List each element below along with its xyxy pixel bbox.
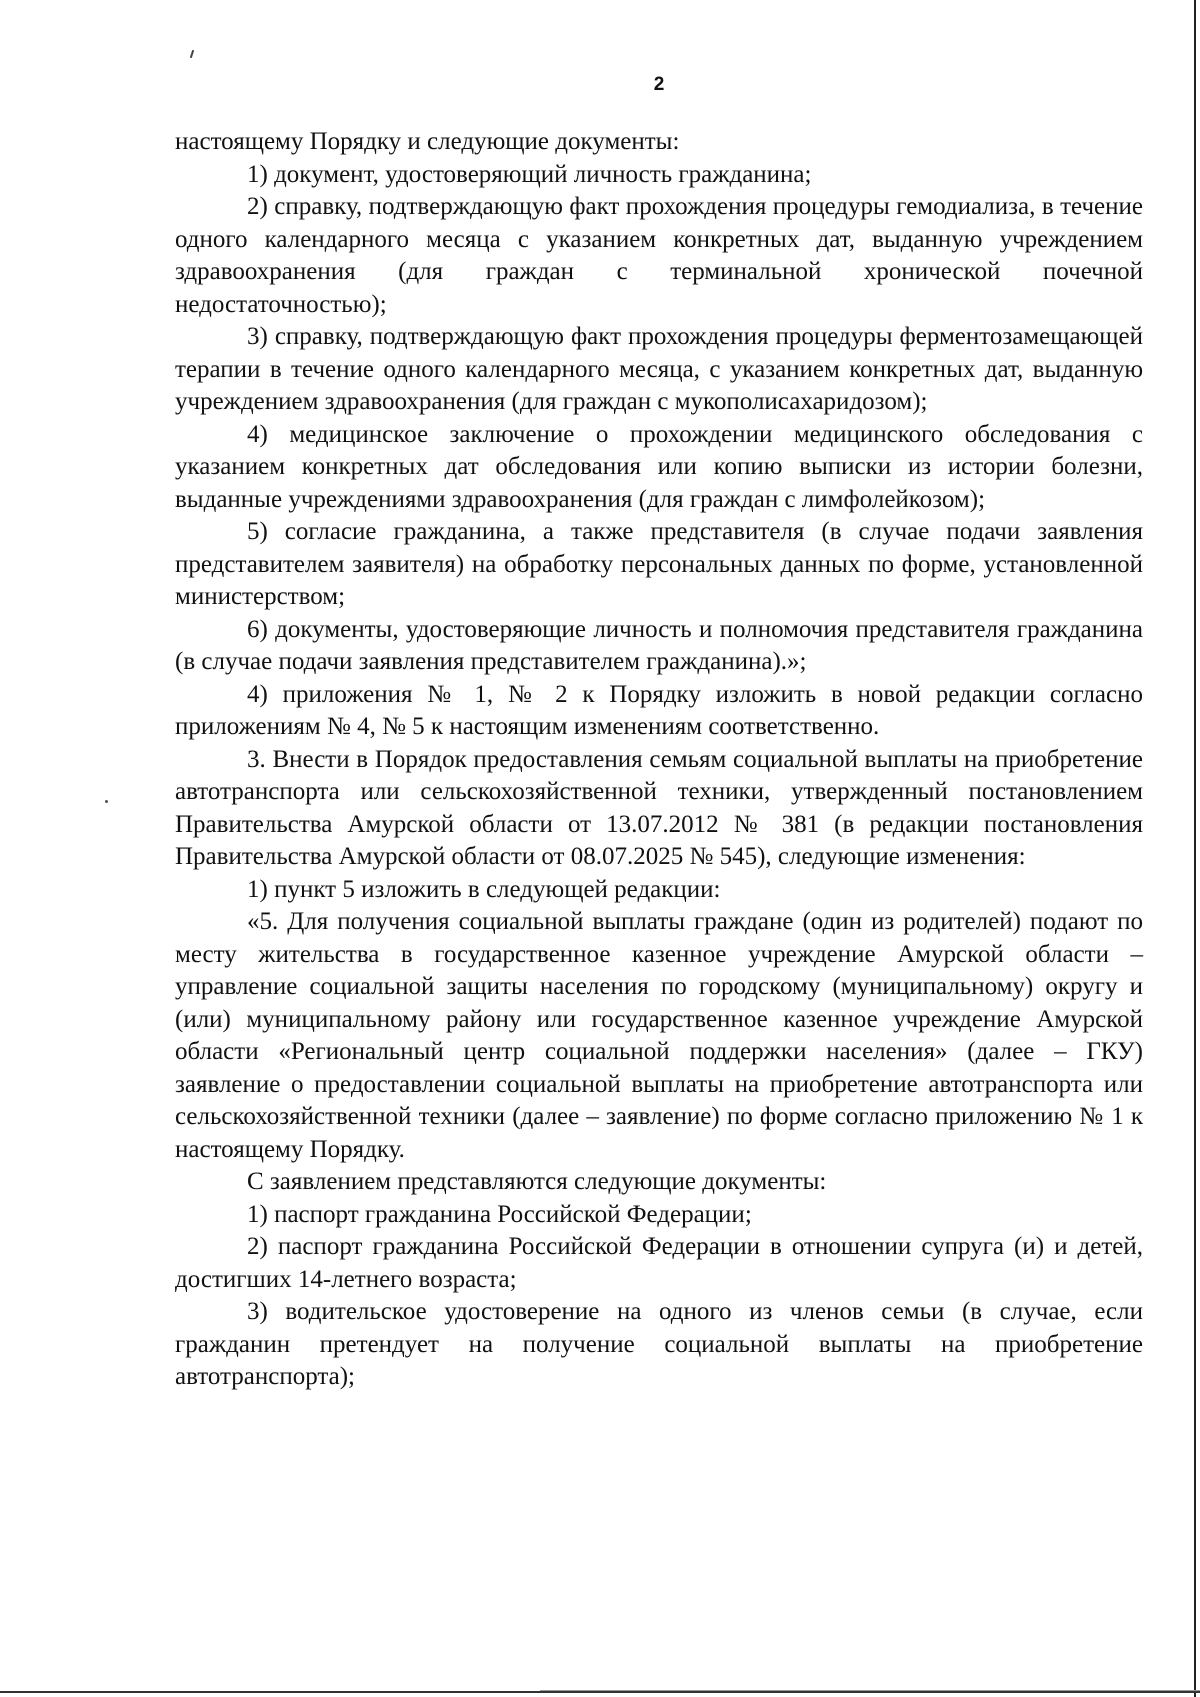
- paragraph: 4) приложения № 1, № 2 к Порядку изложить в новой редакции согласно приложениям № 4, № 5 к настоящим изменениям соответственно.: [175, 680, 1143, 740]
- document-body: [175, 126, 1143, 1394]
- paragraph: С заявлением представляются следующие документы:: [247, 1168, 827, 1195]
- paragraph: 5) согласие гражданина, а также представителя (в случае подачи заявления представителем заявителя) на обработку персональных данных по форме, установленной министерством;: [175, 518, 1143, 610]
- paragraph: 3. Внести в Порядок предоставления семьям социальной выплаты на приобретение автотранспорта или сельскохозяйственной техники, утвержденный постановлением Правительства Амурской области от 13.07.2012 № 381 (в редакции постановления Правительства Амурской области от 08.07.2025 № 545), следующие изменения:: [175, 745, 1143, 870]
- paragraph: «5. Для получения социальной выплаты граждане (один из родителей) подают по месту жительства в государственное казенное учреждение Амурской области – управление социальной защиты населения по городскому (муниципальному) округу и (или) муниципальному району или государственное казенное учреждение Амурской области «Региональный центр социальной поддержки населения» (далее – ГКУ) заявление о предоставлении социальной выплаты на приобретение автотранспорта или сельскохозяйственной техники (далее – заявление) по форме согласно приложению № 1 к настоящему Порядку.: [175, 908, 1143, 1163]
- paragraph: 6) документы, удостоверяющие личность и полномочия представителя гражданина (в случае подачи заявления представителем гражданина).»;: [175, 615, 1143, 675]
- paragraph: настоящему Порядку и следующие документы:: [175, 128, 680, 155]
- paragraph: 3) водительское удостоверение на одного из членов семьи (в случае, если гражданин претендует на получение социальной выплаты на приобретение автотранспорта);: [175, 1298, 1143, 1390]
- scan-dot: [105, 800, 108, 803]
- paragraph: 4) медицинское заключение о прохождении медицинского обследования с указанием конкретных дат обследования или копию выписки из истории болезни, выданные учреждениями здравоохранения (для граждан с лимфолейкозом);: [175, 420, 1143, 513]
- paragraph: 1) документ, удостоверяющий личность гражданина;: [247, 160, 812, 188]
- page-number: 2: [653, 74, 665, 95]
- paragraph: 3) справку, подтверждающую факт прохождения процедуры ферментозамещающей терапии в течение одного календарного месяца, с указанием конкретных дат, выданную учреждением здравоохранения (для граждан с мукополисахаридозом);: [175, 323, 1143, 415]
- scan-mark: [190, 50, 194, 58]
- scan-edge-bottom-shadow: [540, 1690, 1200, 1691]
- paragraph: 1) паспорт гражданина Российской Федерации;: [247, 1200, 752, 1228]
- scan-edge-bottom: [0, 1691, 1200, 1693]
- paragraph: 2) паспорт гражданина Российской Федерации в отношении супруга (и) и детей, достигших 14-летнего возраста;: [175, 1233, 1143, 1293]
- paragraph: 1) пункт 5 изложить в следующей редакции:: [247, 875, 721, 903]
- scan-edge-right: [1194, 0, 1196, 1697]
- paragraph: 2) справку, подтверждающую факт прохождения процедуры гемодиализа, в течение одного календарного месяца с указанием конкретных дат, выданную учреждением здравоохранения (для граждан с терминальной хронической почечной недостаточностью);: [175, 193, 1143, 318]
